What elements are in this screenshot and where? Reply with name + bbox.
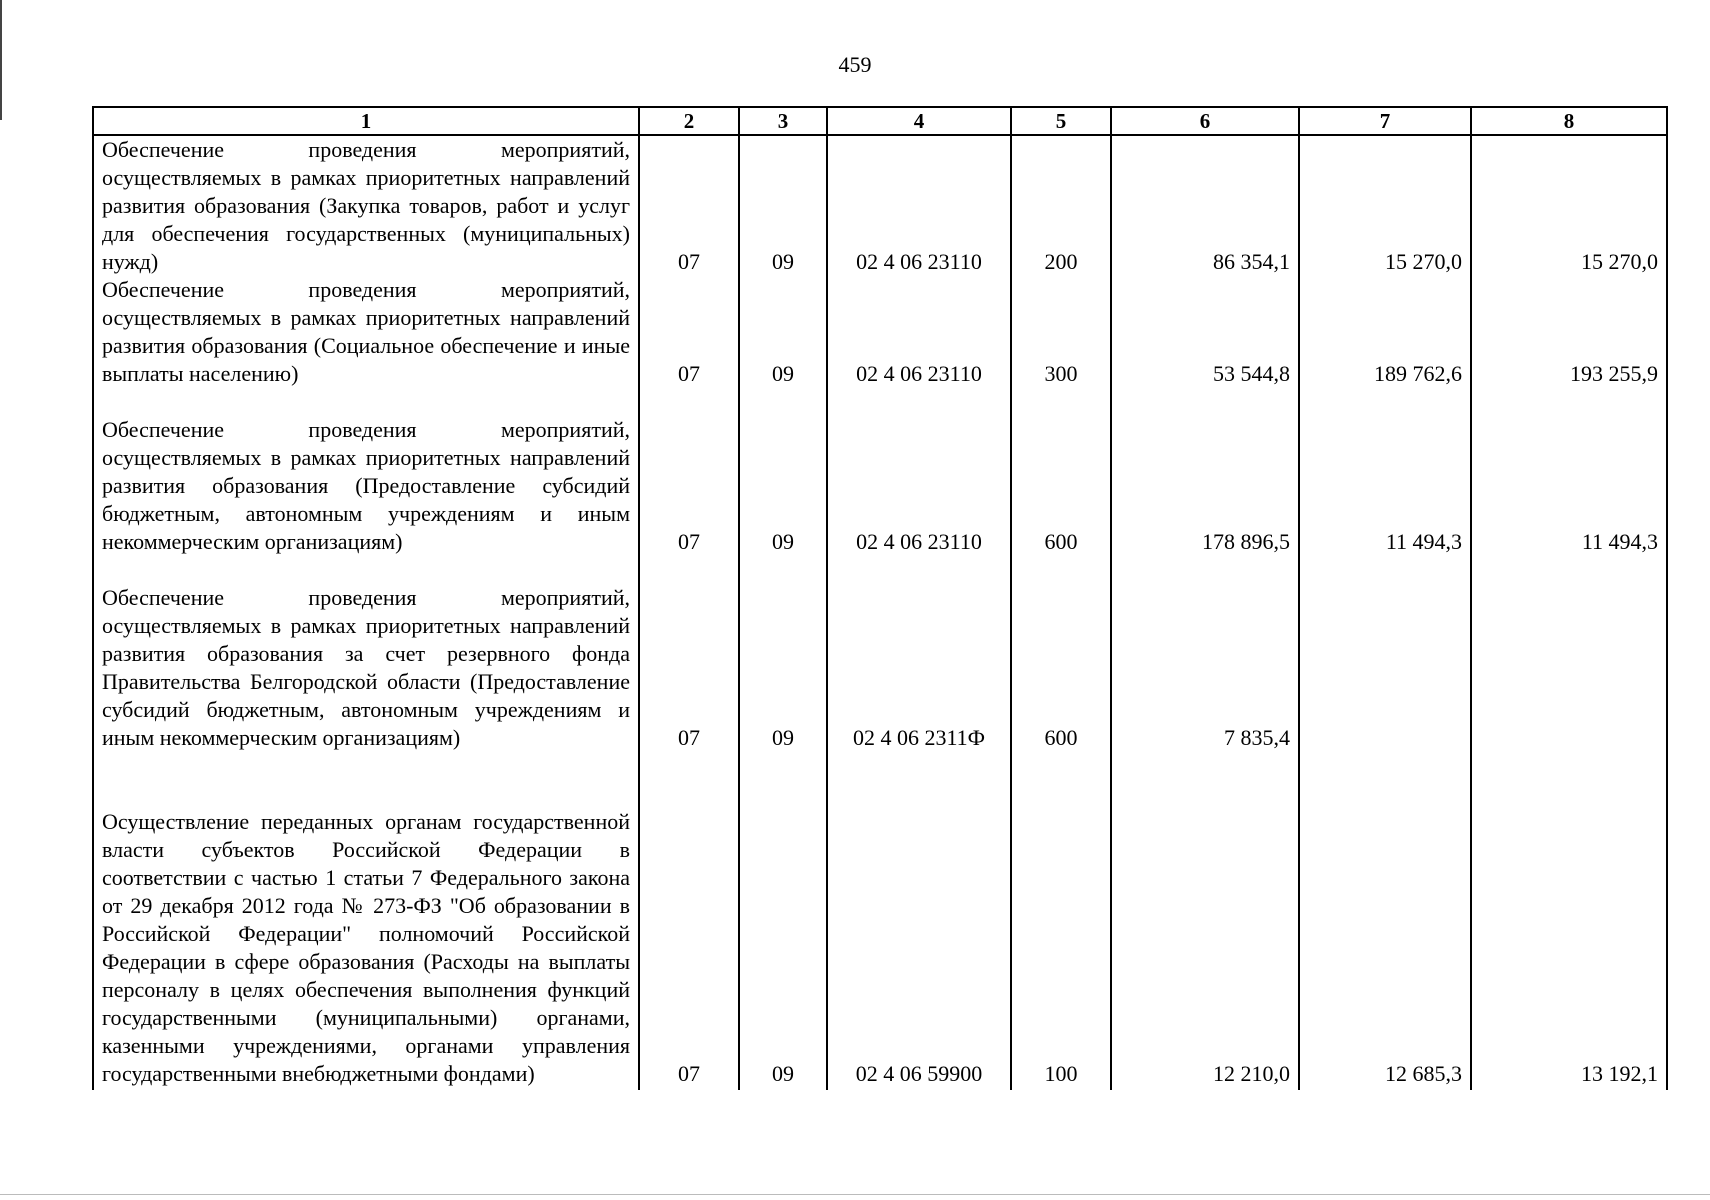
expense-type-code: 200: [1011, 135, 1111, 276]
expense-type-code: 100: [1011, 752, 1111, 1090]
expense-description: Обеспечение проведения мероприятий, осуществляемых в рамках приоритетных направлений развития образования (Предоставление субсидий бюджетным, автономным учреждениям и иным некоммерческим организациям): [93, 388, 639, 556]
expense-description: Осуществление переданных органам государственной власти субъектов Российской Федерации в соответствии с частью 1 статьи 7 Федерального закона от 29 декабря 2012 года № 273-ФЗ "Об образовании в Российской Федерации" полномочий Российской Федерации в сфере образования (Расходы на выплаты персоналу в целях обеспечения выполнения функций государственными (муниципальными) органами, казенными учреждениями, органами управления государственными внебюджетными фондами): [93, 752, 639, 1090]
amount-col7: [1299, 556, 1471, 752]
column-header: 6: [1111, 107, 1299, 135]
section-code: 07: [639, 388, 739, 556]
scan-bottom-edge: [0, 1194, 1710, 1195]
table-row: [93, 276, 1667, 388]
amount-col6: 12 210,0: [1111, 752, 1299, 1090]
section-code: 07: [639, 752, 739, 1090]
budget-table: [92, 106, 1668, 1090]
table-row: [93, 388, 1667, 556]
section-code: 07: [639, 135, 739, 276]
expense-type-code: 600: [1011, 556, 1111, 752]
amount-col8: 13 192,1: [1471, 752, 1667, 1090]
column-header: 7: [1299, 107, 1471, 135]
column-header: 2: [639, 107, 739, 135]
subsection-code: 09: [739, 752, 827, 1090]
expense-description: Обеспечение проведения мероприятий, осуществляемых в рамках приоритетных направлений развития образования (Закупка товаров, работ и услуг для обеспечения государственных (муниципальных) нужд): [93, 135, 639, 276]
target-article-code: 02 4 06 2311Ф: [827, 556, 1011, 752]
subsection-code: 09: [739, 388, 827, 556]
expense-description: Обеспечение проведения мероприятий, осуществляемых в рамках приоритетных направлений развития образования за счет резервного фонда Правительства Белгородской области (Предоставление субсидий бюджетным, автономным учреждениям и иным некоммерческим организациям): [93, 556, 639, 752]
amount-col8: 15 270,0: [1471, 135, 1667, 276]
target-article-code: 02 4 06 23110: [827, 135, 1011, 276]
header-row: [93, 107, 1667, 135]
amount-col8: 193 255,9: [1471, 276, 1667, 388]
expense-type-code: 300: [1011, 276, 1111, 388]
amount-col7: 189 762,6: [1299, 276, 1471, 388]
target-article-code: 02 4 06 59900: [827, 752, 1011, 1090]
subsection-code: 09: [739, 135, 827, 276]
table-row: [93, 135, 1667, 276]
expense-type-code: 600: [1011, 388, 1111, 556]
amount-col8: [1471, 556, 1667, 752]
section-code: 07: [639, 276, 739, 388]
page-number: 459: [838, 52, 872, 77]
amount-col7: 12 685,3: [1299, 752, 1471, 1090]
target-article-code: 02 4 06 23110: [827, 276, 1011, 388]
amount-col6: 7 835,4: [1111, 556, 1299, 752]
amount-col6: 53 544,8: [1111, 276, 1299, 388]
column-header: 5: [1011, 107, 1111, 135]
table-row: [93, 556, 1667, 752]
amount-col6: 178 896,5: [1111, 388, 1299, 556]
column-header: 4: [827, 107, 1011, 135]
table-row: [93, 752, 1667, 1090]
amount-col8: 11 494,3: [1471, 388, 1667, 556]
column-header: 1: [93, 107, 639, 135]
amount-col7: 11 494,3: [1299, 388, 1471, 556]
section-code: 07: [639, 556, 739, 752]
column-header: 3: [739, 107, 827, 135]
subsection-code: 09: [739, 556, 827, 752]
amount-col7: 15 270,0: [1299, 135, 1471, 276]
column-header: 8: [1471, 107, 1667, 135]
amount-col6: 86 354,1: [1111, 135, 1299, 276]
subsection-code: 09: [739, 276, 827, 388]
target-article-code: 02 4 06 23110: [827, 388, 1011, 556]
expense-description: Обеспечение проведения мероприятий, осуществляемых в рамках приоритетных направлений развития образования (Социальное обеспечение и иные выплаты населению): [93, 276, 639, 388]
